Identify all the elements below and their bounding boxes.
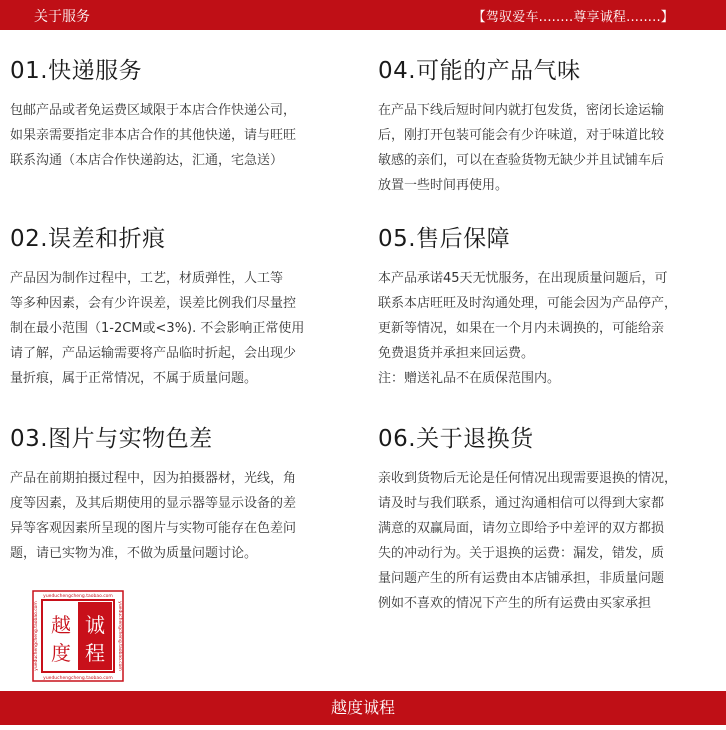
section-text: 在产品下线后短时间内就打包发货，密闭长途运输 后，刚打开包装可能会有少许味道，对于味道比较 敏感的亲们，可以在查验货物无缺少并且试铺车后 放置一些时间再使用。 [378,103,665,193]
section-text: 产品因为制作过程中，工艺，材质弹性，人工等 等多种因素，会有少许误差，误差比例我们尽量控 制在最小范围（1-2CM或<3%). 不会影响正常使用 请了解，产品运输需要将产品临时折起，会出现少 量折痕，属于正常情况，不属于质量问题。 [10,271,305,386]
section-after-sales [378,224,708,391]
section-text: 产品在前期拍摄过程中，因为拍摄器材，光线，角 度等因素，及其后期使用的显示器等显示设备的差 异等客观因素所呈现的图片与实物可能存在色差问 题，请已实物为准，不做为质量问题讨论。 [10,471,297,561]
section-note: 注：赠送礼品不在质保范围内。 [378,371,561,386]
section-title: 05.售后保障 [378,226,511,252]
seal-graphic [32,590,124,682]
section-error-and-creases [10,224,340,391]
section-returns [378,424,708,616]
footer-brand-label: 越度诚程 [330,698,395,717]
section-product-odor [378,56,708,198]
section-title: 06.关于退换货 [378,426,534,452]
section-title: 03.图片与实物色差 [10,426,213,452]
section-text: 本产品承诺45天无忧服务，在出现质量问题后，可 联系本店旺旺及时沟通处理，可能会因为产品停产， 更新等情况，如果在一个月内未调换的，可能给亲 免费退货并承担来回运费。 [378,271,678,361]
section-delivery-service [10,56,340,173]
section-title: 04.可能的产品气味 [378,58,581,84]
svg-text:yueduchengcheng.taobao.com: yueduchengcheng.taobao.com [34,601,39,671]
svg-text:程: 程 [85,641,105,665]
svg-text:诚: 诚 [85,613,105,637]
shop-seal-stamp [32,590,124,682]
section-color-difference [10,424,340,566]
footer-bar [0,691,726,725]
section-title: 01.快递服务 [10,58,143,84]
svg-text:yueduchengcheng.taobao.com: yueduchengcheng.taobao.com [117,601,122,671]
section-text: 亲收到货物后无论是任何情况出现需要退换的情况， 请及时与我们联系，通过沟通相信可以得到大家都 满意的双赢局面，请勿立即给予中差评的双方都损 失的冲动行为。关于退换的运费：漏发，错发，质 量问题产生的所有运费由本店铺承担，非质量问题 例如不喜欢的情况下产生的所有运费由买家承担 [378,471,678,611]
svg-text:yueduchengcheng.taobao.com: yueduchengcheng.taobao.com [43,676,113,681]
header-bar [0,0,726,30]
header-title: 关于服务 [34,9,90,25]
header-slogan: 【驾驭爱车........尊享诚程........】 [472,10,674,25]
svg-text:yueduchengcheng.taobao.com: yueduchengcheng.taobao.com [43,594,113,599]
section-text: 包邮产品或者免运费区域限于本店合作快递公司， 如果亲需要指定非本店合作的其他快递，请与旺旺 联系沟通（本店合作快递韵达，汇通，宅急送） [10,103,297,168]
svg-text:越: 越 [51,613,71,637]
svg-text:度: 度 [51,641,71,665]
section-title: 02.误差和折痕 [10,226,166,252]
